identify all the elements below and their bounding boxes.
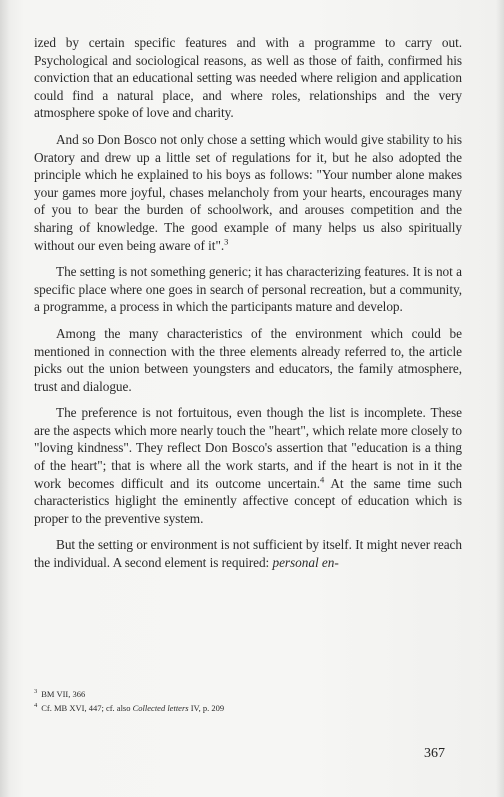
footnote-4-italic-title: Collected letters <box>132 702 189 713</box>
paragraph-1 <box>34 34 462 122</box>
paragraph-5 <box>34 404 462 527</box>
footnote-mark-4: 4 <box>34 701 38 709</box>
paragraph-3-text: The setting is not something generic; it has characterizing features. It is not a specific place where one goes in search of personal recreation, but a community, a programme, a process in which the participants mature and develop. <box>34 264 462 315</box>
paragraph-4-text: Among the many characteristics of the environment which could be mentioned in connection with the three elements already referred to, the article picks out the union between youngsters and educators, the family atmosphere, trust and dialogue. <box>34 325 462 394</box>
footnote-3-text: BM VII, 366 <box>41 688 86 699</box>
paragraph-2-text: And so Don Bosco not only chose a setting which would give stability to his Oratory and drew up a little set of regulations for it, but he also adopted the principle which he explained to his boys as follows: "Your number alone makes your games more joyful, chases melancholy from your hearts, encourages many of you to bear the burden of schoolwork, and arouses competition and the sharing of knowledge. The good example of many helps us also spiritually without our even being aware of it". <box>34 131 462 253</box>
paragraph-6 <box>34 536 462 571</box>
footnote-mark-3: 3 <box>34 688 38 695</box>
paragraph-1-text: ized by certain specific features and with a programme to carry out. Psychological and sociological reasons, as well as those of faith, confirmed his conviction that an educational setting was needed where religion and application could find a natural place, and where roles, relationships and the very atmosphere spoke of love and charity. <box>34 35 462 121</box>
page-number: 367 <box>424 746 445 761</box>
footnote-4 <box>34 700 462 714</box>
main-text <box>34 34 462 572</box>
footnote-reference-3: 3 <box>224 236 229 247</box>
paragraph-5-text-a: The preference is not fortuitous, even though the list is incomplete. These are the aspects which more nearly touch the "heart", which relate more closely to "loving kindness". They reflect Don Bosco's assertion that "education is a thing of the heart"; that is where all the work starts, and if the heart is not in it the work becomes difficult and its outcome uncertain. <box>34 405 462 491</box>
footnote-4-text-a: Cf. MB XVI, 447; cf. also <box>41 702 133 713</box>
paragraph-5-text-b: At the same time such characteristics higlight the eminently affective concept of education which is proper to the preventive system. <box>34 475 462 526</box>
paragraph-3 <box>34 263 462 316</box>
paragraph-4 <box>34 325 462 395</box>
paragraph-6-text: But the setting or environment is not sufficient by itself. It might never reach the individual. A second element is required: <box>34 537 462 571</box>
footnote-reference-4: 4 <box>320 474 325 485</box>
footnotes <box>34 686 462 714</box>
page-edge-shadow <box>496 0 504 797</box>
paragraph-6-italic-term: personal en- <box>272 555 339 571</box>
footnote-4-text-b: IV, p. 209 <box>188 702 225 713</box>
paragraph-2 <box>34 131 462 254</box>
footnote-3 <box>34 686 462 700</box>
